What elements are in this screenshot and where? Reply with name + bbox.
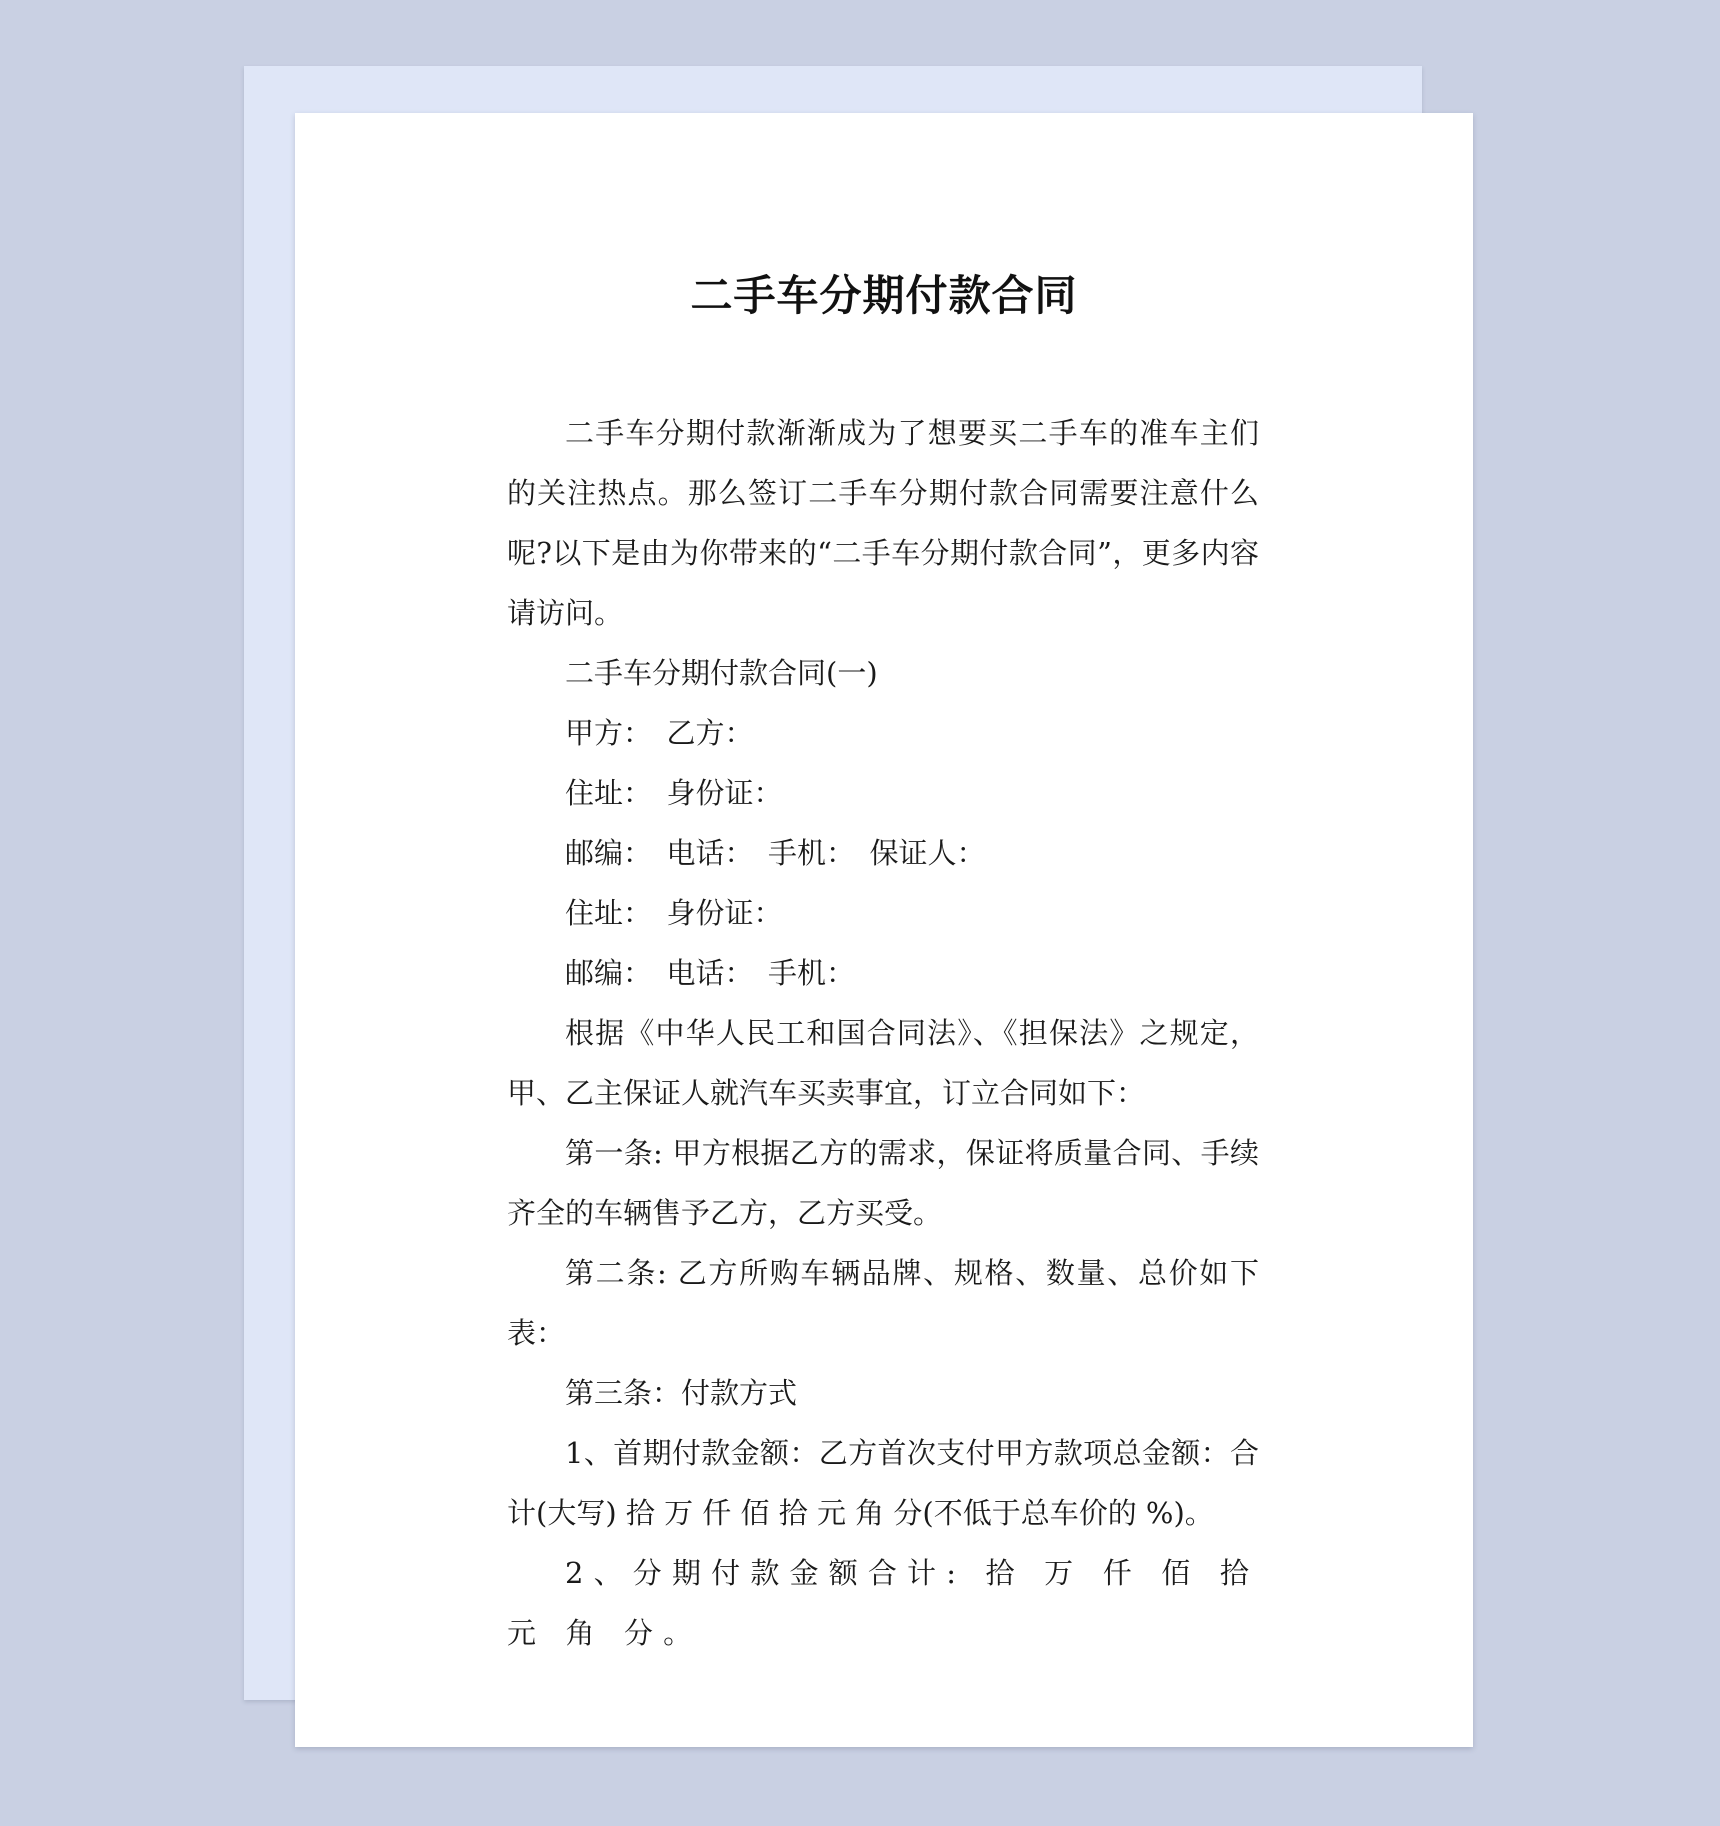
payment-item-2: 2、分期付款金额合计: 拾 万 仟 佰 拾 元 角 分。 <box>507 1556 1259 1650</box>
guarantor-address-id-line: 住址： 身份证： <box>565 896 783 930</box>
intro-paragraph: 二手车分期付款渐渐成为了想要买二手车的准车主们的关注热点。那么签订二手车分期付款合同需要注意什么呢?以下是由为你带来的“二手车分期付款合同”，更多内容请访问。 <box>507 416 1259 630</box>
payment-item-1: 1、首期付款金额：乙方首次支付甲方款项总金额：合计(大写) 拾 万 仟 佰 拾 元 角 分(不低于总车价的 %)。 <box>507 1436 1259 1530</box>
article-3-heading: 第三条：付款方式 <box>565 1376 798 1410</box>
legal-basis-paragraph: 根据《中华人民工和国合同法》、《担保法》之规定，甲、乙主保证人就汽车买卖事宜，订立合同如下： <box>507 1016 1259 1110</box>
guarantor-contact-line: 邮编： 电话： 手机： <box>565 956 856 990</box>
document-page <box>295 113 1473 1747</box>
address-id-line: 住址： 身份证： <box>565 776 783 810</box>
article-1: 第一条: 甲方根据乙方的需求，保证将质量合同、手续齐全的车辆售予乙方，乙方买受。 <box>507 1136 1259 1230</box>
article-2: 第二条: 乙方所购车辆品牌、规格、数量、总价如下表： <box>507 1256 1259 1350</box>
contract-heading: 二手车分期付款合同(一) <box>565 656 878 690</box>
document-body <box>507 403 1259 1663</box>
party-a-b-line: 甲方： 乙方： <box>565 716 754 750</box>
contact-guarantor-line: 邮编： 电话： 手机： 保证人： <box>565 836 986 870</box>
document-title: 二手车分期付款合同 <box>690 271 1078 320</box>
